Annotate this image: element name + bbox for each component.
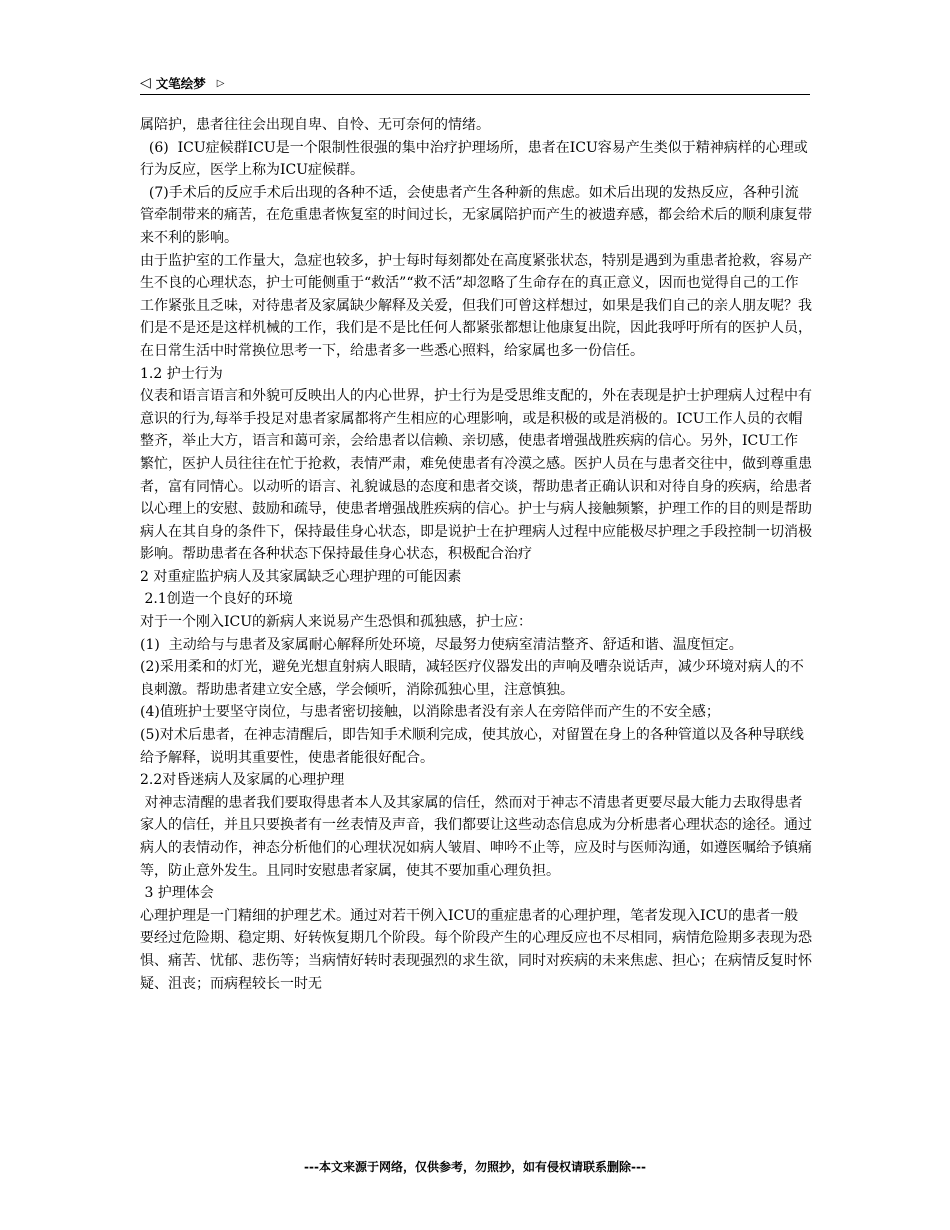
section-heading: 2.1创造一个良好的环境 (140, 591, 293, 608)
section-heading: 1.2 护士行为 (140, 365, 223, 382)
paragraph: (6) ICU症候群ICU是一个限制性很强的集中治疗护理场所，患者在ICU容易产生类似于精神病样的心理或行为反应，医学上称为ICU症候群。 (140, 139, 808, 179)
list-item: (5)对术后患者，在神志清醒后，即告知手术顺利完成，使其放心，对留置在身上的各种管道以及各种导联线给予解释，说明其重要性，使患者能很好配合。 (140, 727, 804, 766)
section-heading: 3 护理体会 (140, 885, 214, 902)
paragraph: 仪表和语言语言和外貌可反映出人的内心世界，护士行为是受思维支配的，外在表现是护士护理病人过程中有意识的行为,每举手投足对患者家属都将产生相应的心理影响，或是积极的或是消极的。ICU工作人员的衣帽整齐，举止大方，语言和蔼可亲，会给患者以信赖、亲切感，使患者增强战胜疾病的信心。另外，ICU工作繁忙，医护人员往往在忙于抢救，表情严肃，难免使患者有冷漠之感。医护人员在与患者交往中，做到尊重患者，富有同情心。以动听的语言、礼貌诚恳的态度和患者交谈，帮助患者正确认识和对待自身的疾病，给患者以心理上的安慰、鼓励和疏导，使患者增强战胜疾病的信心。护士与病人接触频繁，护理工作的目的则是帮助病人在其自身的条件下，保持最佳身心状态，即是说护士在护理病人过程中应能极尽护理之手段控制一切消极影响。帮助患者在各种状态下保持最佳身心状态，积极配合治疗 (140, 388, 812, 563)
paragraph: (7)手术后的反应手术后出现的各种不适，会使患者产生各种新的焦虑。如术后出现的发热反应，各种引流管牵制带来的痛苦，在危重患者恢复室的时间过长，无家属陪护而产生的被遗弃感，都会给术后的顺利康复带来不利的影响。 (140, 184, 812, 246)
list-item: (1) 主动给与与患者及家属耐心解释所处环境，尽最努力使病室清洁整齐、舒适和谐、温度恒定。 (140, 636, 743, 653)
section-heading: 2 对重症监护病人及其家属缺乏心理护理的可能因素 (140, 568, 462, 585)
paragraph: 心理护理是一门精细的护理艺术。通过对若干例入ICU的重症患者的心理护理，笔者发现入ICU的患者一般要经过危险期、稳定期、好转恢复期几个阶段。每个阶段产生的心理反应也不尽相同，病情危险期多表现为恐惧、痛苦、忧郁、悲伤等；当病情好转时表现强烈的求生欲，同时对疾病的未来焦虑、担心；在病情反复时怀疑、沮丧；而病程较长一时无 (140, 907, 812, 992)
paragraph: 由于监护室的工作量大，急症也较多，护士每时每刻都处在高度紧张状态，特别是遇到为重患者抢救，容易产生不良的心理状态，护士可能侧重于“救活”“救不活”却忽略了生命存在的真正意义，因而也觉得自己的工作工作紧张且乏味，对待患者及家属缺少解释及关爱，但我们可曾这样想过，如果是我们自己的亲人朋友呢？我们是不是还是这样机械的工作，我们是不是比任何人都紧张都想让他康复出院，因此我呼吁所有的医护人员，在日常生活中时常换位思考一下，给患者多一些悉心照料，给家属也多一份信任。 (140, 252, 812, 359)
brand-name: 文笔绘梦 (155, 76, 206, 91)
document-body (140, 114, 812, 995)
list-item: (2)采用柔和的灯光，避免光想直射病人眼睛，减轻医疗仪器发出的声响及嘈杂说话声，减少环境对病人的不良刺激。帮助患者建立安全感，学会倾听，消除孤独心里，注意慎独。 (140, 659, 804, 698)
paragraph: 属陪护，患者往往会出现自卑、自怜、无可奈何的情绪。 (140, 117, 490, 133)
triangle-left-icon: ◁ (140, 75, 151, 91)
triangle-right-icon: ▷ (216, 77, 225, 89)
page-header (140, 72, 810, 95)
list-item: (4)值班护士要坚守岗位，与患者密切接触，以消除患者没有亲人在旁陪伴而产生的不安全感； (140, 704, 720, 721)
section-heading: 2.2对昏迷病人及家属的心理护理 (140, 772, 345, 789)
page-footer: ---本文来源于网络，仅供参考，勿照抄，如有侵权请联系删除--- (304, 1160, 646, 1174)
paragraph: 对神志清醒的患者我们要取得患者本人及其家属的信任，然而对于神志不清患者更要尽最大能力去取得患者家人的信任，并且只要换者有一丝表情及声音，我们都要让这些动态信息成为分析患者心理状态的途径。通过病人的表情动作，神态分析他们的心理状况如病人皱眉、呻吟不止等，应及时与医师沟通，如遵医嘱给予镇痛等，防止意外发生。且同时安慰患者家属，使其不要加重心理负担。 (140, 794, 812, 879)
paragraph: 对于一个刚入ICU的新病人来说易产生恐惧和孤独感，护士应： (140, 614, 533, 631)
